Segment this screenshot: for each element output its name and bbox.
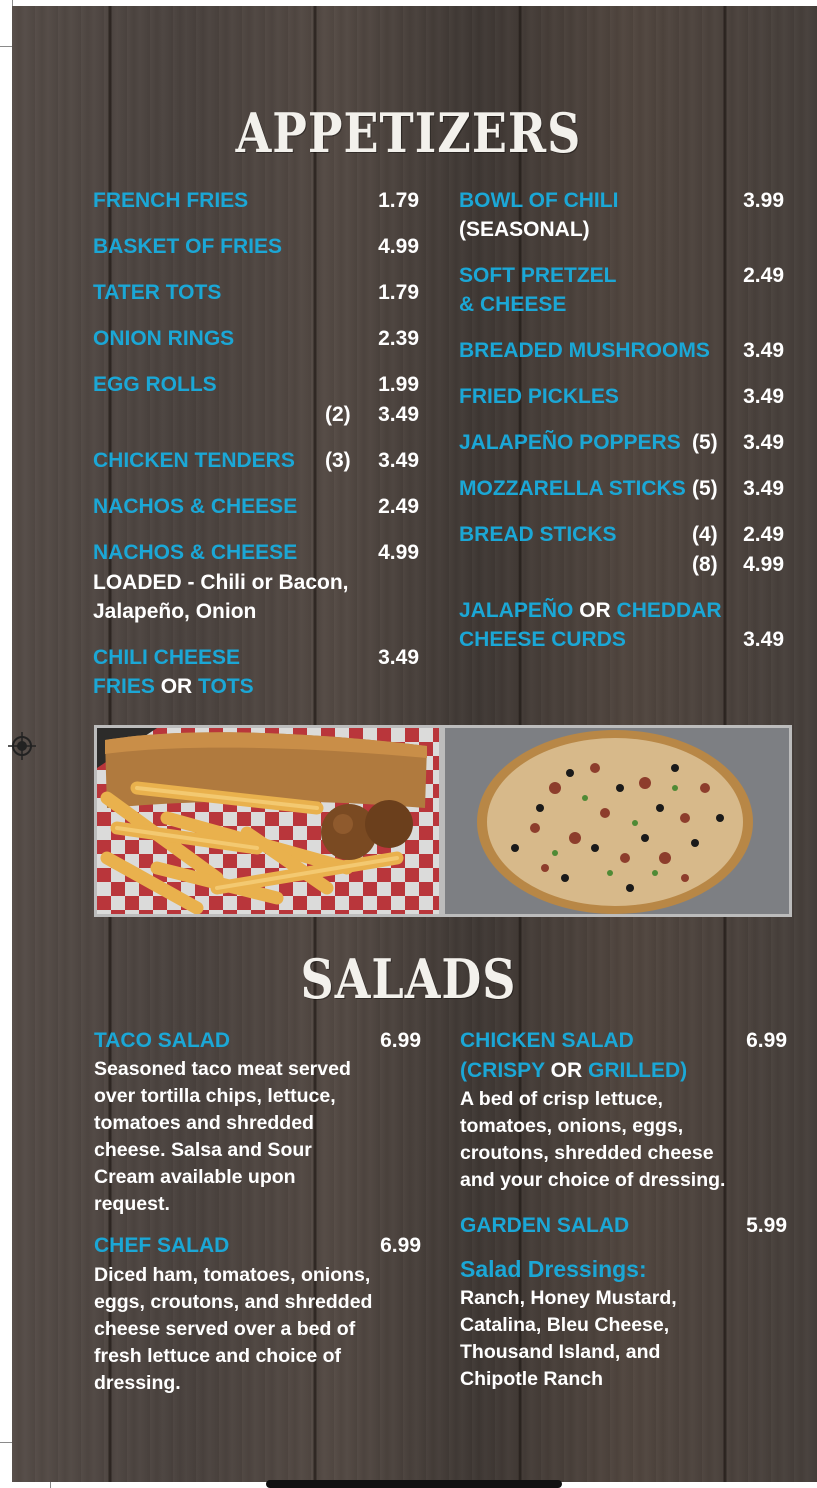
menu-item-qty: (4): [692, 523, 718, 546]
menu-item-price: 3.99: [743, 189, 784, 212]
salad-dressings-heading: Salad Dressings:: [460, 1256, 647, 1282]
menu-item-name: JALAPEÑO POPPERS: [459, 431, 681, 454]
menu-item-name: NACHOS & CHEESE: [93, 495, 298, 518]
menu-item-price: 4.99: [743, 553, 784, 576]
menu-item-option: FRIES: [93, 675, 155, 698]
description-line: request.: [94, 1193, 170, 1215]
dressing-line: Chipotle Ranch: [460, 1368, 604, 1390]
menu-item-price: 3.49: [743, 431, 784, 454]
pizza-image: [445, 728, 789, 914]
menu-item-name: GARDEN SALAD: [460, 1214, 630, 1237]
menu-item-price: 3.49: [378, 449, 419, 472]
menu-item-name: CHICKEN TENDERS: [93, 449, 295, 472]
menu-item-price: 6.99: [380, 1234, 421, 1257]
description-line: and your choice of dressing.: [460, 1169, 726, 1191]
menu-item-note: LOADED - Chili or Bacon,: [93, 571, 349, 594]
menu-item-price: 2.49: [378, 495, 419, 518]
description-line: cheese served over a bed of: [94, 1318, 356, 1340]
menu-item-name: [459, 596, 722, 625]
menu-item-name: CHILI CHEESE: [93, 646, 241, 669]
menu-item-description: [94, 1262, 372, 1397]
menu-item-price: 5.99: [746, 1214, 787, 1237]
menu-item-name: BOWL OF CHILI: [459, 189, 619, 212]
menu-item-qty: (5): [692, 431, 718, 454]
menu-item-name: BREAD STICKS: [459, 523, 617, 546]
salad-dressings-list: [460, 1285, 677, 1393]
menu-item-price: 3.49: [378, 646, 419, 669]
menu-item-name-line2: CHEESE CURDS: [459, 628, 626, 651]
menu-item-price: 6.99: [746, 1029, 787, 1052]
menu-item-price: 2.39: [378, 327, 419, 350]
dressing-line: Catalina, Bleu Cheese,: [460, 1314, 670, 1336]
menu-item-name: MOZZARELLA STICKS: [459, 477, 686, 500]
description-line: dressing.: [94, 1372, 181, 1394]
description-line: tomatoes, onions, eggs,: [460, 1115, 684, 1137]
description-line: Diced ham, tomatoes, onions,: [94, 1264, 371, 1286]
menu-item-note: (SEASONAL): [459, 218, 590, 241]
menu-item-price: 1.79: [378, 189, 419, 212]
menu-item-name: FRENCH FRIES: [93, 189, 249, 212]
menu-item-price: 2.49: [743, 523, 784, 546]
menu-item-price: 3.49: [743, 339, 784, 362]
menu-item-name: TACO SALAD: [94, 1029, 231, 1052]
description-line: Cream available upon: [94, 1166, 296, 1188]
menu-item-qty: (2): [325, 403, 351, 426]
menu-item-name: BREADED MUSHROOMS: [459, 339, 710, 362]
menu-item-or: OR: [160, 675, 193, 698]
menu-item-or: OR: [579, 599, 611, 622]
menu-item-price: 2.49: [743, 264, 784, 287]
dressing-line: Ranch, Honey Mustard,: [460, 1287, 677, 1309]
menu-item-qty: (5): [692, 477, 718, 500]
menu-item-option: CHEDDAR: [616, 599, 722, 622]
menu-item-name: SOFT PRETZEL: [459, 264, 617, 287]
menu-item-option: TOTS: [198, 675, 254, 698]
menu-item-name: BASKET OF FRIES: [93, 235, 283, 258]
menu-item-name: TATER TOTS: [93, 281, 222, 304]
menu-item-note: Jalapeño, Onion: [93, 600, 257, 623]
menu-item-option: JALAPEÑO: [459, 599, 574, 622]
menu-item-price: 3.49: [743, 628, 784, 651]
menu-item-name: NACHOS & CHEESE: [93, 541, 298, 564]
description-line: tomatoes and shredded: [94, 1112, 314, 1134]
appetizers-heading: APPETIZERS: [235, 101, 582, 165]
menu-item-price: 6.99: [380, 1029, 421, 1052]
description-line: over tortilla chips, lettuce,: [94, 1085, 336, 1107]
home-indicator[interactable]: [266, 1480, 562, 1488]
menu-item-price: 3.49: [743, 477, 784, 500]
dressing-line: Thousand Island, and: [460, 1341, 661, 1363]
menu-item-name: CHICKEN SALAD: [460, 1029, 634, 1052]
menu-item-name: ONION RINGS: [93, 327, 235, 350]
menu-item-price: 3.49: [378, 403, 419, 426]
salads-heading: SALADS: [300, 947, 517, 1011]
menu-item-name-line2: & CHEESE: [459, 293, 567, 316]
description-line: A bed of crisp lettuce,: [460, 1088, 663, 1110]
menu-item-description: [94, 1056, 351, 1218]
description-line: eggs, croutons, and shredded: [94, 1291, 373, 1313]
menu-item-option: GRILLED): [588, 1059, 688, 1082]
menu-item-price: 1.79: [378, 281, 419, 304]
menu-item-qty: (3): [325, 449, 351, 472]
menu-item-option: (CRISPY: [460, 1059, 545, 1082]
menu-item-name-line2: [460, 1056, 687, 1085]
description-line: cheese. Salsa and Sour: [94, 1139, 312, 1161]
fried-fish-and-fries-image: [97, 728, 439, 914]
photo-pizza: [442, 725, 792, 917]
menu-item-price: 3.49: [743, 385, 784, 408]
menu-item-price: 4.99: [378, 541, 419, 564]
menu-item-qty: (8): [692, 553, 718, 576]
registration-mark-icon: [8, 732, 36, 760]
menu-item-price: 4.99: [378, 235, 419, 258]
menu-item-name-line2: [93, 672, 254, 701]
menu-item-description: [460, 1086, 725, 1194]
description-line: croutons, shredded cheese: [460, 1142, 714, 1164]
photo-fish-and-fries: [94, 725, 442, 917]
menu-item-name: CHEF SALAD: [94, 1234, 230, 1257]
menu-item-price: 1.99: [378, 373, 419, 396]
description-line: fresh lettuce and choice of: [94, 1345, 342, 1367]
menu-item-name: EGG ROLLS: [93, 373, 217, 396]
description-line: Seasoned taco meat served: [94, 1058, 351, 1080]
menu-item-name: FRIED PICKLES: [459, 385, 619, 408]
menu-item-or: OR: [550, 1059, 583, 1082]
